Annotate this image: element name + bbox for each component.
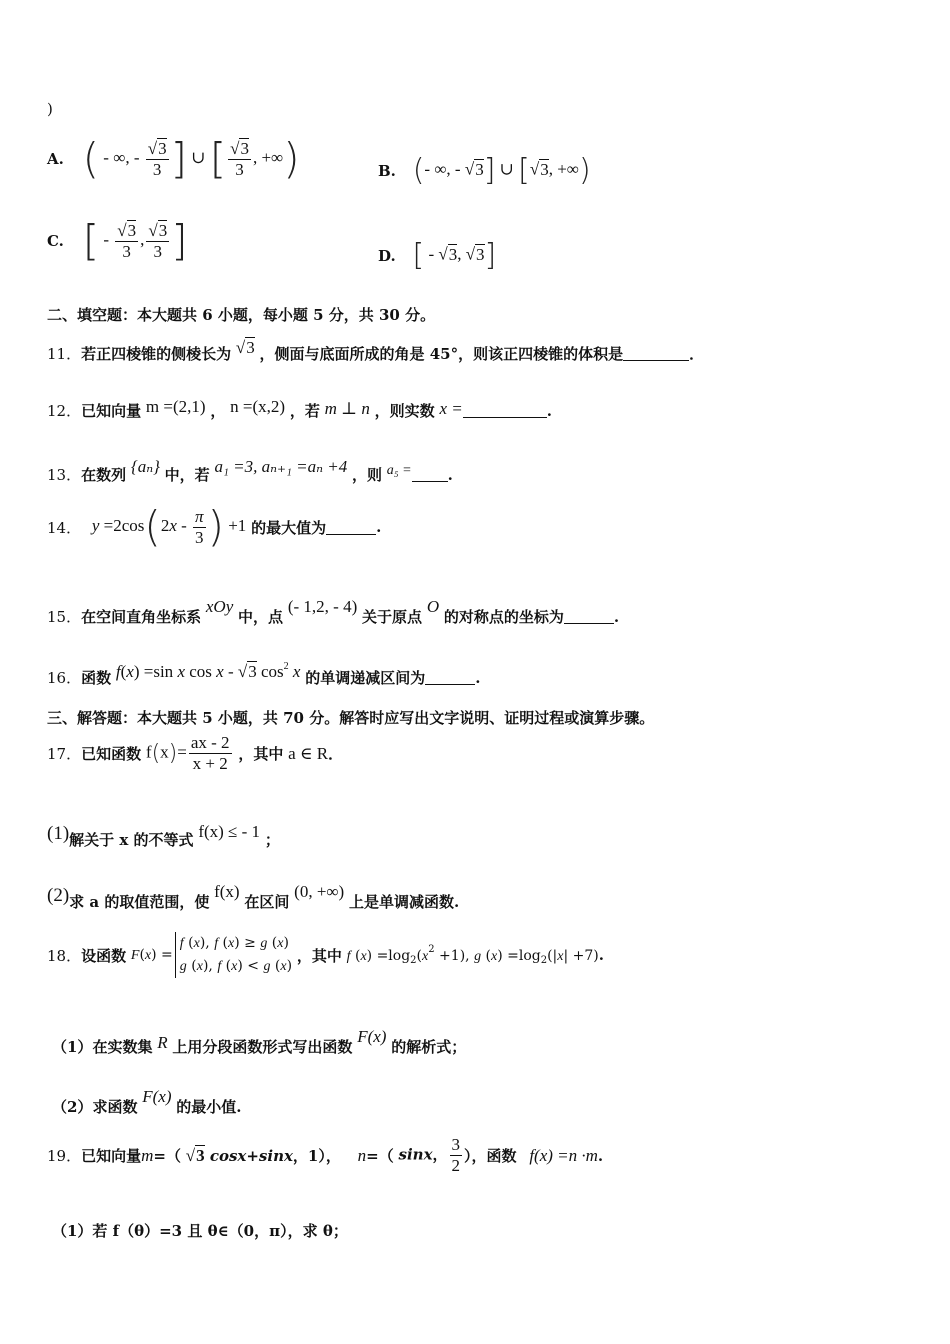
q18-text-2: ，其中 [296, 946, 342, 965]
q17-p2-text-2: 在区间 [244, 893, 290, 911]
q12-expr-m: m =(2,1) [145, 397, 206, 416]
q19-expr-n: n [357, 1145, 367, 1165]
q16-text-2: 的单调递减区间为 [305, 669, 426, 687]
q18-end: . [598, 946, 605, 964]
q19-text-1: 已知向量 [81, 1147, 142, 1165]
q19-text-2: =（ [153, 1147, 181, 1165]
q18-p1-expr-f: F(x) [357, 1027, 387, 1046]
option-d-letter: D. [378, 246, 396, 265]
q19-expr-f: f(x) =n ·m [529, 1145, 598, 1165]
q11-number: 11． [47, 345, 82, 363]
q15-text-3: 关于原点 [362, 608, 423, 626]
q18-part-2 [52, 1080, 242, 1114]
q12-text-2: ， [210, 402, 226, 420]
q18-p1-expr-r: R [157, 1033, 168, 1052]
q13-text-1: 在数列 [81, 466, 127, 484]
q13-number: 13． [47, 466, 82, 484]
q19-expr-n-val: sinx， $\frac{3}{2}$ [398, 1135, 461, 1175]
q17-p2-label: (2) [47, 885, 70, 906]
q19-expr-m: m [141, 1145, 154, 1165]
q19-part-1: （1）若 f（θ）=3 且 θ∈（0，π），求 θ； [52, 1222, 348, 1240]
continued-paren: ) [47, 100, 53, 118]
q16-end: . [475, 669, 481, 687]
q19-end: . [597, 1146, 604, 1165]
question-15 [47, 590, 619, 624]
q18-p2-label: （2） [52, 1098, 93, 1116]
option-d-expr: [ - √3, √3] [412, 238, 497, 273]
q13-expr-rec: a₁ =3, aₙ₊₁ =aₙ +4 [214, 457, 348, 476]
q17-expr-a: a ∈ R [288, 743, 329, 763]
q12-text-4: ，则实数 [374, 402, 435, 420]
q13-expr-seq: {aₙ} [130, 457, 160, 476]
q15-expr-origin: O [426, 597, 440, 616]
option-b [378, 153, 591, 193]
q11-text-1: 若正四棱锥的侧棱长为 [81, 345, 232, 363]
q15-expr-point: (- 1,2, - 4) [287, 597, 358, 616]
q11-end: ． [689, 345, 705, 363]
q18-p1-text-1: 在实数集 [92, 1038, 153, 1056]
q13-expr-a5: a₅ = [386, 463, 412, 478]
q18-p2-text-1: 求函数 [92, 1098, 138, 1116]
q12-answer-blank[interactable] [463, 403, 547, 418]
option-c [47, 216, 188, 276]
q11-answer-blank[interactable] [623, 346, 689, 361]
q12-end: . [546, 402, 552, 420]
q19-text-4: =（ [366, 1147, 394, 1165]
question-12 [47, 390, 552, 424]
q18-expr-piecewise: F(x) = f (x), f (x) ≥ g (x) g (x), f (x) < g (x) [131, 932, 292, 978]
option-c-expr: [ - $\frac{√3}{3}$ , $\frac{√3}{3}$ ] [82, 216, 188, 265]
q17-number: 17． [47, 745, 82, 763]
q17-expr: f(x)= $\frac{ax - 2}{x + 2}$ [145, 733, 230, 773]
q15-number: 15． [47, 608, 82, 626]
q18-number: 18． [47, 946, 82, 965]
q19-text-5: ），函数 [464, 1147, 517, 1165]
q18-text-1: 设函数 [81, 946, 127, 965]
q14-number: 14． [47, 518, 82, 537]
q11-text-2: ，侧面与底面所成的角是 45°，则该正四棱锥的体积是 [259, 345, 624, 363]
q17-p2-text-1: 求 a 的取值范围，使 [69, 893, 210, 911]
q16-text-1: 函数 [81, 669, 112, 687]
q12-text-1: 已知向量 [81, 402, 142, 420]
option-c-letter: C. [47, 232, 64, 250]
option-a-expr: ( - ∞, - $\frac{√3}{3}$ ] ∪ [ $\frac{√3}{3}$ , +∞) [82, 134, 300, 183]
q17-p2-expr-interval: (0, +∞) [294, 882, 345, 901]
q12-number: 12． [47, 402, 82, 420]
q16-number: 16． [47, 669, 82, 687]
q15-answer-blank[interactable] [564, 609, 614, 624]
q17-end: ． [328, 745, 344, 763]
q18-expr-fg: f $(x) =\log_2(x^2 +1)$, g $(x) =\log_2(|x| +7)$ [346, 944, 599, 966]
question-16 [47, 650, 481, 687]
option-b-expr: (- ∞, - √3] ∪ [√3, +∞) [412, 153, 591, 188]
q17-text-1: 已知函数 [81, 745, 142, 763]
q17-text-2: ，其中 [238, 745, 284, 763]
q18-p2-text-2: 的最小值. [176, 1098, 242, 1116]
q13-text-3: ，则 [352, 466, 383, 484]
option-a [47, 134, 300, 194]
question-19 [47, 1135, 603, 1187]
q12-expr-perp: m ⊥ n [324, 399, 370, 418]
q17-p1-label: (1) [47, 823, 70, 844]
q15-text-1: 在空间直角坐标系 [81, 608, 202, 626]
q18-p1-text-2: 上用分段函数形式写出函数 [172, 1038, 353, 1056]
q19-number: 19． [47, 1147, 82, 1165]
section2-heading: 二、填空题：本大题共 6 小题，每小题 5 分，共 30 分。 [47, 306, 436, 324]
option-b-letter: B. [378, 161, 396, 180]
question-13 [47, 450, 453, 484]
question-17 [47, 733, 343, 783]
q18-p1-label: （1） [52, 1038, 93, 1056]
q19-expr-m-val: √3 cosx+sinx，1 [185, 1146, 319, 1165]
q17-part-1 [47, 815, 280, 849]
q18-p2-expr-f: F(x) [142, 1087, 172, 1106]
q17-p2-expr-f: f(x) [214, 882, 240, 901]
q12-text-3: ，若 [289, 402, 320, 420]
q18-p1-text-3: 的解析式； [391, 1038, 467, 1056]
q15-expr-system: xOy [205, 597, 234, 616]
q17-part-2 [47, 875, 459, 909]
q13-end: . [447, 466, 453, 484]
q19-text-3: ）， [318, 1147, 341, 1165]
q16-answer-blank[interactable] [425, 670, 475, 685]
q12-expr-n: n =(x,2) [230, 397, 286, 416]
option-d [378, 238, 496, 278]
q17-p1-end: ； [264, 831, 280, 849]
q15-text-2: 中，点 [238, 608, 284, 626]
question-18 [47, 932, 604, 984]
q13-text-2: 中，若 [164, 466, 210, 484]
q13-answer-blank[interactable] [412, 467, 448, 482]
q15-text-4: 的对称点的坐标为 [443, 608, 564, 626]
q12-expr-x: x = [439, 399, 463, 418]
q16-expr: f(x) =sin x cos x - √3 $\cos^2 x$ [115, 661, 301, 681]
q17-p2-text-3: 上是单调减函数. [348, 893, 460, 911]
option-a-letter: A. [47, 150, 64, 168]
q17-p1-expr: f(x) ≤ - 1 [198, 822, 261, 841]
q11-expr: √3 [235, 338, 255, 357]
q14-text: 的最大值为 [251, 518, 327, 537]
question-11 [47, 333, 704, 363]
q17-p1-text: 解关于 x 的不等式 [69, 831, 194, 849]
section3-heading: 三、解答题：本大题共 5 小题，共 70 分。解答时应写出文字说明、证明过程或演算步骤。 [47, 709, 655, 727]
q18-part-1 [52, 1020, 466, 1054]
q14-expr: y =2cos(2x - $\frac{\pi}{3}$ ) +1 [91, 502, 247, 551]
q14-answer-blank[interactable] [326, 520, 376, 535]
q15-end: . [613, 608, 620, 626]
q14-end: . [376, 518, 382, 536]
question-14 [47, 502, 382, 558]
